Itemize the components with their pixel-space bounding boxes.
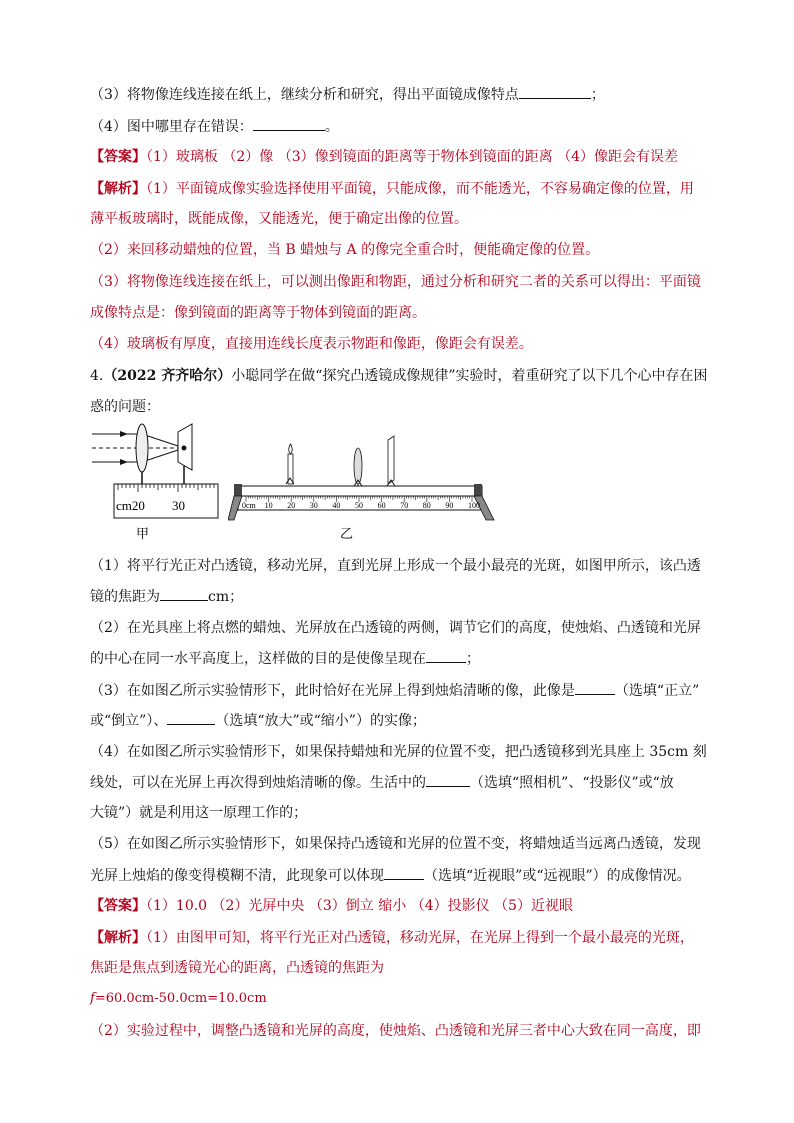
question-text: 小聪同学在做“探究凸透镜成像规律”实验时，着重研究了以下几个心中存在困 [231,368,708,384]
bench-label: 50 [355,501,363,510]
analysis-line-5: 成像特点是：像到镜面的距离等于物体到镜面的距离。 [90,305,426,321]
figure-caption: 甲 [136,527,150,542]
question-4-prompt [90,116,339,137]
analysis-line-4: （3）将物像连线连接在纸上，可以测出像距和物距，通过分析和研究二者的关系可以得出：平面镜 [90,274,701,290]
analysis-text: （1）由图甲可知，将平行光正对凸透镜，移动光屏，在光屏上得到一个最小最亮的光斑， [146,930,694,946]
text: （选填“照相机”、“投影仪”或“放 [470,775,674,791]
answer-blank [253,116,325,131]
answer-blank [167,710,215,725]
text: 的中心在同一水平高度上，这样做的目的是使像呈现在 [90,651,426,667]
answer-blank [426,648,466,663]
sub-question-5b [90,865,691,886]
question-text-2: 惑的问题： [90,399,160,415]
formula-line [90,989,267,1009]
bench-label: 30 [309,501,318,510]
flame-icon [289,444,293,454]
sub-question-1a: （1）将平行光正对凸透镜，移动光屏，直到光屏上形成一个最小最亮的光斑，如图甲所示，该凸透 [90,558,701,574]
q4-text: （4）图中哪里存在错误： [90,119,253,135]
bench-label: 40 [332,501,341,510]
bench-label: 60 [377,501,386,510]
answer-tag: 【答案】 [90,898,146,914]
sub-question-2a: （2）在光具座上将点燃的蜡烛、光屏放在凸透镜的两侧，调节它们的高度，使烛焰、凸透镜和光屏 [90,620,701,636]
sub-question-3a [90,680,699,701]
arrow-icon [120,459,128,465]
analysis-line-2: 焦距是焦点到透镜光心的距离，凸透镜的焦距为 [90,960,384,976]
ruler-label: cm20 [116,498,145,513]
question-header [90,366,708,386]
arrow-icon [120,431,128,437]
q3-text: （3）将物像连线连接在纸上，继续分析和研究，得出平面镜成像特点 [90,87,519,103]
analysis-line-2: 薄平板玻璃时，既能成像，又能透光，便于确定出像的位置。 [90,211,468,227]
analysis-line-1 [90,928,694,948]
answer-blank [384,865,424,880]
sub-question-1b [90,586,243,607]
bench-label: 70 [400,501,409,510]
answer-line [90,147,678,167]
sub-question-5a: （5）在如图乙所示实验情形下，如果保持凸透镜和光屏的位置不变，将蜡烛适当远离凸透镜，发现 [90,836,701,852]
text: 或“倒立”）、 [90,713,168,729]
bench-end [234,484,242,496]
bench-label: 90 [445,501,454,510]
bench-label: 20 [287,501,296,510]
bench-label: 0cm [242,501,256,510]
question-number: 4. [90,368,104,384]
q4-end: 。 [324,119,339,135]
sub-question-4a: （4）在如图乙所示实验情形下，如果保持蜡烛和光屏的位置不变，把凸透镜移到光具座上 35cm 刻 [90,744,707,760]
analysis-line-1 [90,179,694,199]
analysis-tag: 【解析】 [90,930,146,946]
analysis-line-3: （2）实验过程中，调整凸透镜和光屏的高度，使烛焰、凸透镜和光屏三者中心大致在同一高度，即 [90,1023,701,1039]
sub-question-4c: 大镜”）就是利用这一原理工作的； [90,805,308,821]
figure-a [92,414,222,544]
text: cm； [208,589,244,605]
text: （选填“近视眼”或“远视眼”）的成像情况。 [424,868,691,884]
answer-blank [575,680,615,695]
answer-blank [160,586,208,601]
bench-label: 10 [264,501,273,510]
text: （选填“正立” [614,683,700,699]
text: （3）在如图乙所示实验情形下，此时恰好在光屏上得到烛焰清晰的像，此像是 [90,683,575,699]
text: 光屏上烛焰的像变得模糊不清，此现象可以体现 [90,868,384,884]
formula-var: f [90,991,95,1006]
ruler-label: 30 [172,498,185,513]
convex-lens [354,448,362,484]
analysis-text: （1）平面镜成像实验选择使用平面镜，只能成像，而不能透光，不容易确定像的位置，用 [146,181,694,197]
bench-label: 100 [468,501,480,510]
sub-question-2b [90,648,480,669]
answer-line [90,896,573,916]
sub-question-3b [90,710,426,731]
sub-question-4b [90,772,674,793]
bench-label: 80 [422,501,431,510]
answer-text: （1）10.0 （2）光屏中央 （3）倒立 缩小 （4）投影仪 （5）近视眼 [146,898,573,914]
answer-blank [519,84,591,99]
text: 线处，可以在光屏上再次得到烛焰清晰的像。生活中的 [90,775,426,791]
answer-text: （1）玻璃板 （2）像 （3）像到镜面的距离等于物体到镜面的距离 （4）像距会有误差 [146,149,678,165]
text: ； [466,651,480,667]
figure-caption: 乙 [340,527,354,542]
focal-spot [182,446,187,451]
convex-lens [136,424,148,472]
formula-text: =60.0cm-50.0cm=10.0cm [94,991,267,1006]
bench-end [474,484,482,496]
answer-blank [426,772,470,787]
optical-bench [238,486,482,496]
text: （选填“放大”或“缩小”）的实像； [215,713,426,729]
text: 镜的焦距为 [90,589,160,605]
q3-end: ； [590,87,605,103]
analysis-line-3: （2）来回移动蜡烛的位置，当 B 蜡烛与 A 的像完全重合时，便能确定像的位置。 [90,242,600,258]
analysis-line-6: （4）玻璃板有厚度，直接用连线长度表示物距和像距，像距会有误差。 [90,336,533,352]
question-3-prompt [90,84,605,105]
light-screen [388,436,394,484]
analysis-tag: 【解析】 [90,181,146,197]
answer-tag: 【答案】 [90,149,146,165]
figure-b [228,428,498,544]
question-source: （2022 齐齐哈尔） [103,368,232,384]
